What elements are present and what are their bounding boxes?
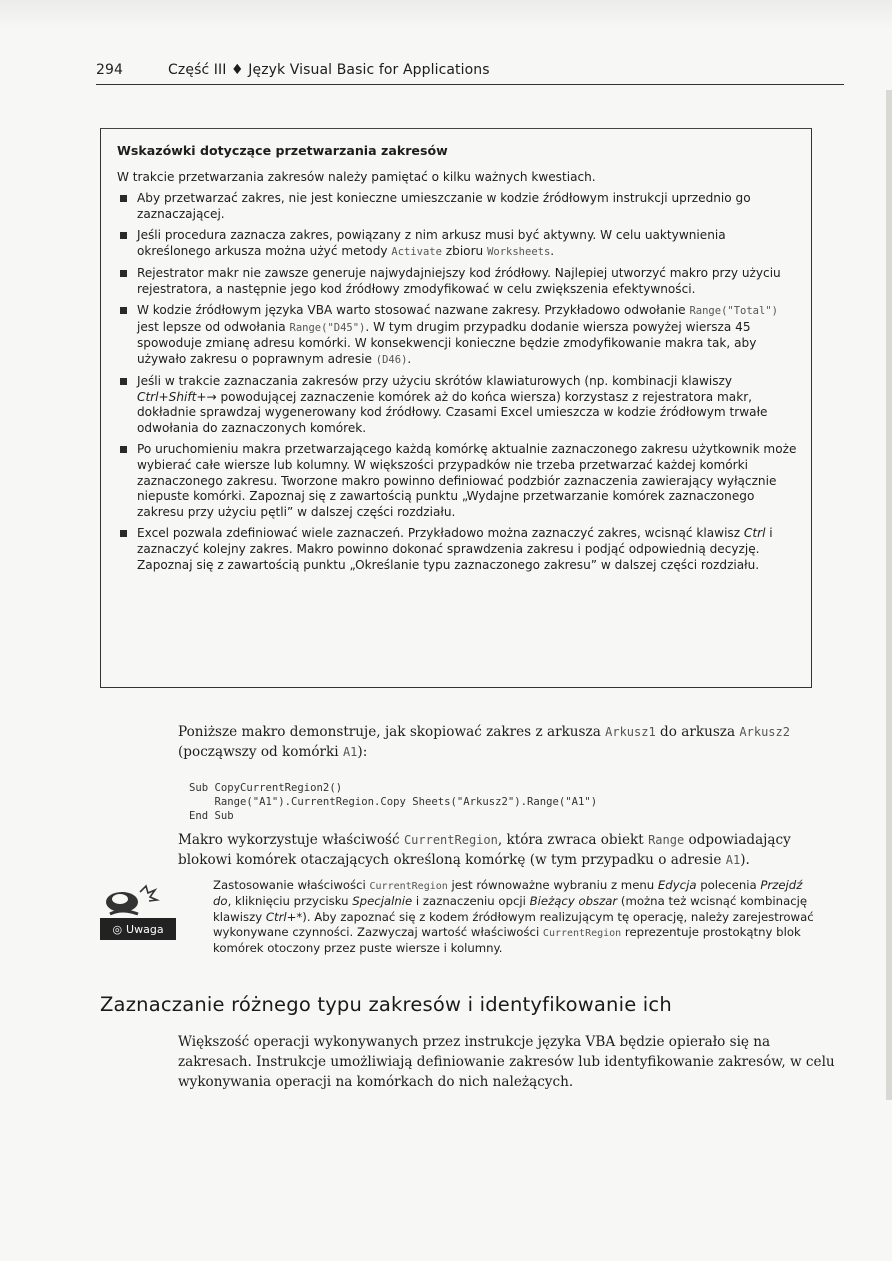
page-number: 294 xyxy=(96,62,124,78)
page-right-edge xyxy=(886,90,892,1100)
section-heading: Zaznaczanie różnego typu zakresów i identyfikowanie ich xyxy=(100,993,672,1016)
code-listing xyxy=(189,782,597,823)
bullet-square-icon xyxy=(120,446,127,453)
code-line: Sub CopyCurrentRegion2() xyxy=(189,782,343,794)
code-line: Range("A1").CurrentRegion.Copy Sheets("Arkusz2").Range("A1") xyxy=(189,795,598,808)
bullet-square-icon xyxy=(120,232,127,239)
note-icon xyxy=(100,884,176,942)
code-line: End Sub xyxy=(189,809,234,822)
tip-item: Aby przetwarzać zakres, nie jest konieczne umieszczanie w kodzie źródłowym instrukcji uprzednio go zaznaczającej. xyxy=(117,191,797,222)
page-top-shadow xyxy=(0,0,892,30)
tips-box-title: Wskazówki dotyczące przetwarzania zakresów xyxy=(117,143,448,158)
note-badge: ◎ Uwaga xyxy=(100,918,176,940)
bullet-square-icon xyxy=(120,270,127,277)
tip-item: Jeśli w trakcie zaznaczania zakresów przy użyciu skrótów klawiaturowych (np. kombinacji klawiszy Ctrl+Shift+→ powodującej zaznaczenie komórek aż do końca wiersza) korzystasz z rejestratora makr, dokładnie sprawdzaj wygenerowany kod źródłowy. Czasami Excel umieszcza w kodzie źródłowym trwałe odwołania do zaznaczonych komórek. xyxy=(117,374,797,437)
tips-box xyxy=(100,128,812,688)
bullet-square-icon xyxy=(120,530,127,537)
tips-box-intro: W trakcie przetwarzania zakresów należy pamiętać o kilku ważnych kwestiach. xyxy=(117,169,596,184)
tip-item: Po uruchomieniu makra przetwarzającego każdą komórkę aktualnie zaznaczonego zakresu użytkownik może wybierać całe wiersze lub kolumny. W większości przypadków nie trzeba przetwarzać każdej komórki zaznaczonego zakresu. Tworzone makro powinno definiować podzbiór zaznaczenia zawierający wyłącznie niepuste komórki. Zapoznaj się z zawartością punktu „Wydajne przetwarzanie komórek zaznaczonego zakresu przy użyciu pętli” w dalszej części rozdziału. xyxy=(117,442,797,521)
running-header xyxy=(96,62,844,85)
note-bulb-icon: ◎ xyxy=(112,922,123,936)
tip-item: W kodzie źródłowym języka VBA warto stosować nazwane zakresy. Przykładowo odwołanie Range("Total") jest lepsze od odwołania Range("D45"). W tym drugim przypadku dodanie wiersza powyżej wiersza 45 spowoduje zmianę adresu komórki. W konsekwencji konieczne będzie zmodyfikowanie makra tak, aby używało zakresu o poprawnym adresie (D46). xyxy=(117,303,797,369)
tip-item: Rejestrator makr nie zawsze generuje najwydajniejszy kod źródłowy. Najlepiej utworzyć makro przy użyciu rejestratora, a następnie jego kod źródłowy zmodyfikować w celu zwiększenia efektywności. xyxy=(117,266,797,297)
tip-item: Excel pozwala zdefiniować wiele zaznaczeń. Przykładowo można zaznaczyć zakres, wcisnąć klawisz Ctrl i zaznaczyć kolejny zakres. Makro powinno dokonać sprawdzenia zakresu i podjąć odpowiednią decyzję. Zapoznaj się z zawartością punktu „Określanie typu zaznaczonego zakresu” w dalszej części rozdziału. xyxy=(117,526,797,573)
running-title: Część III ♦ Język Visual Basic for Applications xyxy=(168,62,490,78)
paragraph-copy-intro: Poniższe makro demonstruje, jak skopiować zakres z arkusza Arkusz1 do arkusza Arkusz2 (począwszy od komórki A1): xyxy=(178,724,790,760)
note-text: Zastosowanie właściwości CurrentRegion jest równoważne wybraniu z menu Edycja polecenia Przejdź do, kliknięciu przycisku Specjalnie i zaznaczeniu opcji Bieżący obszar (można też wcisnąć kombinację klawiszy Ctrl+*). Aby zapoznać się z kodem źródłowym realizującym tę operację, należy zarejestrować wykonywane czynności. Zazwyczaj wartość właściwości CurrentRegion reprezentuje prostokątny blok komórek otoczony przez puste wiersze i kolumny. xyxy=(213,878,814,956)
bullet-square-icon xyxy=(120,378,127,385)
note-illustration-icon xyxy=(100,884,176,918)
bullet-square-icon xyxy=(120,307,127,314)
tips-list xyxy=(117,191,797,573)
paragraph-section-intro: Większość operacji wykonywanych przez instrukcje języka VBA będzie opierało się na zakresach. Instrukcje umożliwiają definiowanie zakresów lub identyfikowanie zakresów, w celu wykonywania operacji na komórkach do nich należących. xyxy=(178,1034,835,1090)
paragraph-currentregion: Makro wykorzystuje właściwość CurrentRegion, która zwraca obiekt Range odpowiadający blokowi komórek otaczających określoną komórkę (w tym przypadku o adresie A1). xyxy=(178,832,791,868)
tip-item: Jeśli procedura zaznacza zakres, powiązany z nim arkusz musi być aktywny. W celu uaktywnienia określonego arkusza można użyć metody Activate zbioru Worksheets. xyxy=(117,228,797,260)
bullet-square-icon xyxy=(120,195,127,202)
